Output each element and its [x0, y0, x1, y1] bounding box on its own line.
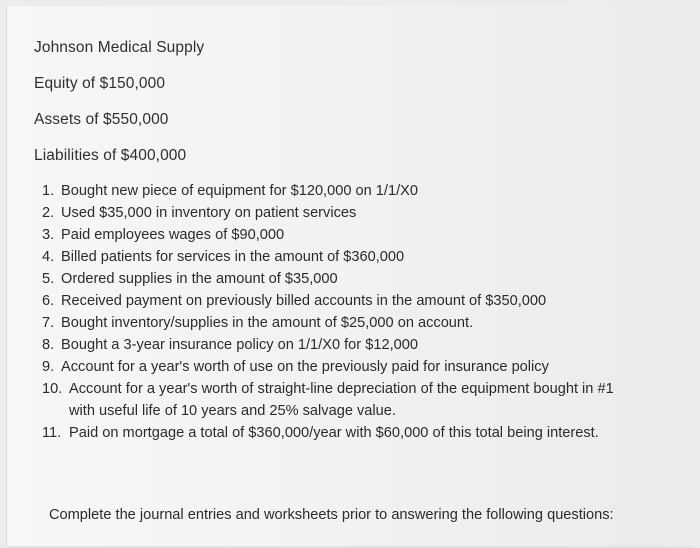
company-name: Johnson Medical Supply — [34, 39, 205, 56]
list-item — [42, 180, 682, 202]
item-text: Bought inventory/supplies in the amount of $25,000 on account. — [61, 315, 474, 331]
item-number: 5. — [42, 271, 55, 287]
item-number: 11. — [42, 425, 62, 441]
assets-line: Assets of $550,000 — [34, 111, 169, 128]
item-text: Billed patients for services in the amount of $360,000 — [61, 249, 405, 265]
list-item — [42, 422, 682, 444]
item-number: 4. — [42, 249, 55, 265]
item-text: Used $35,000 in inventory on patient services — [61, 205, 357, 221]
item-number: 7. — [42, 315, 55, 331]
item-text: Bought new piece of equipment for $120,000 on 1/1/X0 — [61, 183, 418, 199]
list-item — [42, 312, 682, 334]
item-text: Received payment on previously billed accounts in the amount of $350,000 — [61, 293, 547, 309]
document-page — [6, 6, 694, 548]
item-text: Account for a year's worth of straight-line depreciation of the equipment bought in #1 — [69, 381, 614, 397]
item-number: 2. — [42, 205, 55, 221]
item-text: Paid on mortgage a total of $360,000/year with $60,000 of this total being interest. — [69, 425, 599, 441]
item-text: Paid employees wages of $90,000 — [61, 227, 285, 243]
item-number: 6. — [42, 293, 55, 309]
list-item — [42, 378, 682, 422]
item-number: 10. — [42, 381, 63, 397]
instruction-text: Complete the journal entries and worksheets prior to answering the following questions: — [49, 507, 614, 523]
item-text: Bought a 3-year insurance policy on 1/1/X0 for $12,000 — [61, 337, 418, 353]
item-number: 9. — [42, 359, 55, 375]
list-item — [42, 246, 682, 268]
list-item — [42, 224, 682, 246]
equity-line: Equity of $150,000 — [34, 75, 166, 92]
liabilities-line: Liabilities of $400,000 — [34, 147, 187, 164]
list-item — [42, 202, 682, 224]
item-text-group — [69, 378, 682, 422]
item-number: 8. — [42, 337, 55, 353]
list-item — [42, 356, 682, 378]
item-text: Ordered supplies in the amount of $35,000 — [61, 271, 338, 287]
item-number: 3. — [42, 227, 55, 243]
item-number: 1. — [42, 183, 55, 199]
list-item — [42, 334, 682, 356]
list-item — [42, 290, 682, 312]
item-text-continuation: with useful life of 10 years and 25% salvage value. — [69, 403, 396, 419]
list-item — [42, 268, 682, 290]
transaction-list — [42, 180, 682, 444]
item-text: Account for a year's worth of use on the previously paid for insurance policy — [61, 359, 549, 375]
